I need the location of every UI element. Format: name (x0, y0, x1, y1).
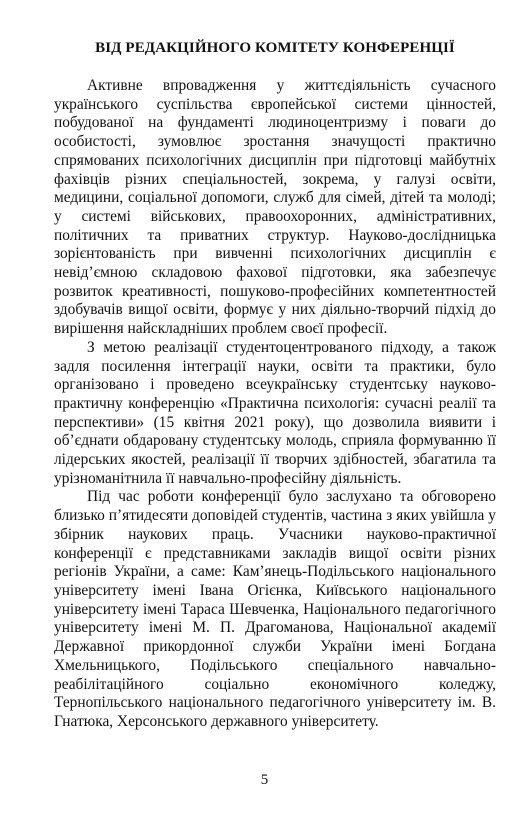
page-number: 5 (260, 772, 269, 788)
document-page (54, 40, 496, 732)
paragraph-introduction: Активне впровадження у життєдіяльність сучасного українського суспільства європейської системи цінностей, побудованої на фундаменті людиноцентризму і поваги до особистості, зумовлює зростання значущості практично спрямованих психологічних дисциплін при підготовці майбутніх фахівців різних спеціальностей, зокрема, у галузі освіти, медицини, соціальної допомоги, служб для сімей, дітей та молоді; у системі військових, правоохоронних, адміністративних, політичних та приватних структур. Науково-дослідницька зорієнтованість при вивченні психологічних дисциплін є невід’ємною складовою фахової підготовки, яка забезпечує розвиток креативності, пошуково-професійних компетентностей здобувачів вищої освіти, формує у них діяльно-творчий підхід до вирішення найскладніших проблем своєї професії. (54, 77, 496, 338)
paragraph-conference-purpose: З метою реалізації студентоцентрованого підходу, а також задля посилення інтеграції науки, освіти та практики, було організовано і проведено всеукраїнську студентську науково-практичну конференцію «Практична психологія: сучасні реалії та перспективи» (15 квітня 2021 року), що дозволила виявити і об’єднати обдаровану студентську молодь, сприяла формуванню її лідерських якостей, реалізації її творчих здібностей, збагатила та урізноманітнила її навчально-професійну діяльність. (54, 338, 496, 487)
page-title: ВІД РЕДАКЦІЙНОГО КОМІТЕТУ КОНФЕРЕНЦІЇ (95, 40, 455, 56)
paragraph-conference-participants: Під час роботи конференції було заслухано та обговорено близько п’ятидесяти доповідей студентів, частина з яких увійшла у збірник наукових праць. Учасники науково-практичної конференції є представниками закладів вищої освіти різних регіонів України, а саме: Кам’янець-Подільського національного університету імені Івана Огієнка, Київського національного університету імені Тараса Шевченка, Національного педагогічного університету імені М. П. Драгоманова, Національної академії Державної прикордонної служби України імені Богдана Хмельницького, Подільського спеціального навчально-реабілітаційного соціально економічного коледжу, Тернопільського національного педагогічного університету ім. В. Гнатюка, Херсонського державного університету. (54, 488, 496, 730)
